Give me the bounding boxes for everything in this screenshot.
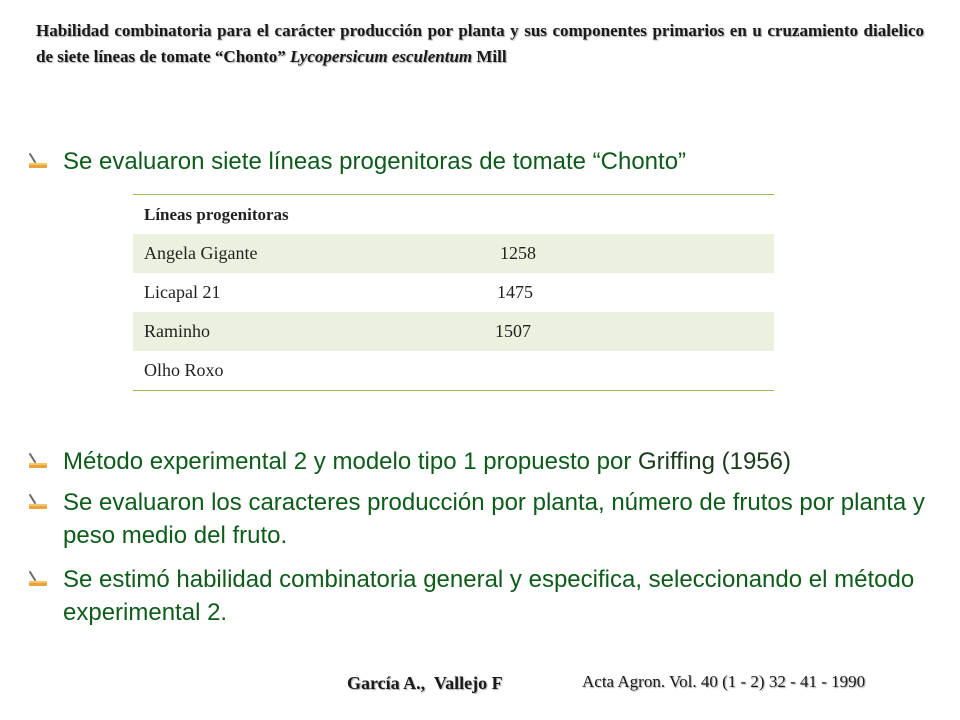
bullet-text	[26, 445, 930, 478]
title-species: Lycopersicum esculentum	[290, 47, 473, 66]
progenitor-lines-table	[133, 194, 774, 391]
bullet-method	[26, 445, 930, 478]
title-authority: Mill	[472, 47, 507, 66]
title-text: Habilidad combinatoria para el carácter producción por planta y sus componentes primarios en u cruzamiento dialelico de siete líneas de tomate “Chonto”	[36, 21, 924, 66]
line-name: Licapal 21	[144, 282, 221, 302]
bullet-text: Se estimó habilidad combinatoria general y especifica, seleccionando el método experimental 2.	[63, 566, 915, 626]
line-name: Angela Gigante	[144, 243, 258, 263]
line-value: 1507	[495, 321, 531, 341]
pin-bullet-icon	[26, 568, 50, 592]
line-name: Raminho	[144, 321, 210, 341]
table-row	[133, 234, 774, 273]
table-row	[133, 351, 774, 390]
line-value: 1475	[497, 282, 533, 302]
table-row	[133, 312, 774, 351]
table-header-row	[133, 195, 774, 234]
slide-title	[36, 18, 924, 70]
bullet-text: Se evaluaron los caracteres producción por planta, número de frutos por planta y peso medio del fruto.	[63, 489, 925, 549]
authors: García A., Vallejo F	[347, 673, 503, 693]
bullet-text: Se evaluaron siete líneas progenitoras de tomate “Chonto”	[63, 148, 687, 175]
bullet-evaluated-lines	[26, 145, 930, 178]
line-value: 1258	[500, 243, 536, 263]
pin-bullet-icon	[26, 450, 50, 474]
journal-citation: Acta Agron. Vol. 40 (1 - 2) 32 - 41 - 1990	[582, 672, 866, 691]
pin-bullet-icon	[26, 491, 50, 515]
bullet-characters	[26, 486, 930, 552]
pin-bullet-icon	[26, 150, 50, 174]
method-text: Método experimental 2 y modelo tipo 1 propuesto por	[63, 448, 639, 475]
table-header: Líneas progenitoras	[144, 205, 289, 224]
line-name: Olho Roxo	[144, 360, 224, 380]
bullet-combining-ability	[26, 563, 930, 629]
table-row	[133, 273, 774, 312]
method-citation: Griffing (1956)	[638, 448, 791, 475]
